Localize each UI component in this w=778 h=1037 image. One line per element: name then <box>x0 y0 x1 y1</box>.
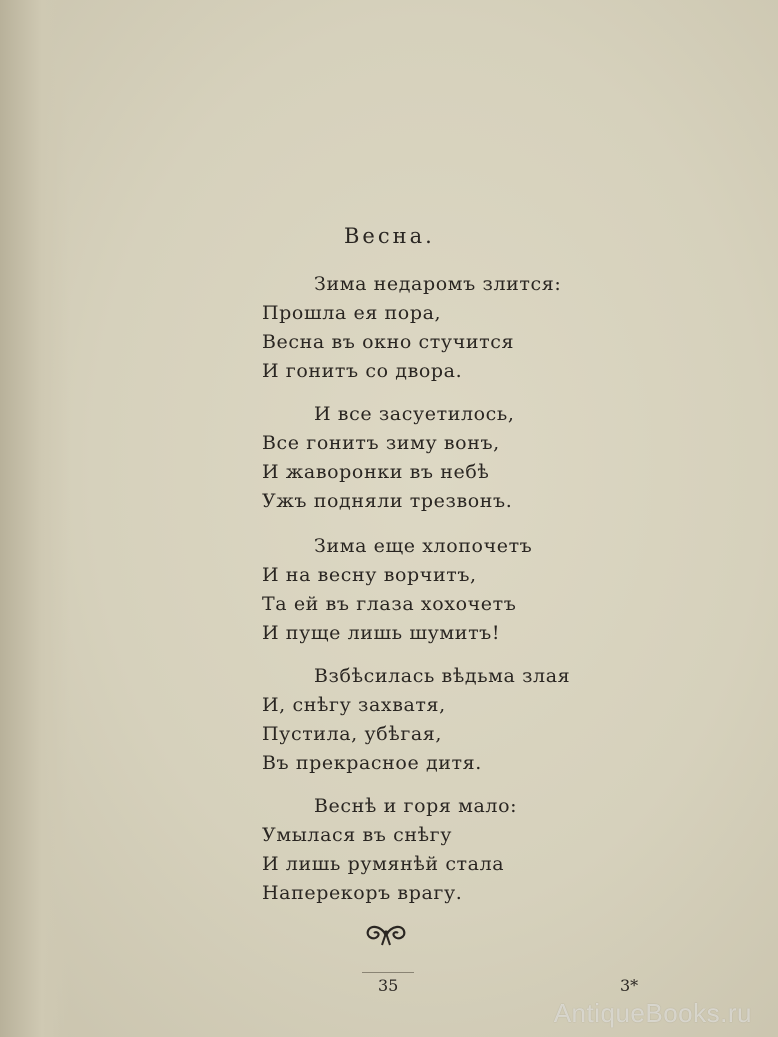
poem-line: Та ей въ глаза хохочетъ <box>262 593 517 615</box>
stanza-4 <box>262 662 570 778</box>
stanza-3 <box>262 532 532 648</box>
poem-line: И гонитъ со двора. <box>262 360 463 382</box>
poem-line: Взбѣсилась вѣдьма злая <box>314 665 571 687</box>
page-number: 35 <box>378 976 399 995</box>
poem-line: Наперекоръ врагу. <box>262 882 463 904</box>
poem-line: Все гонитъ зиму вонъ, <box>262 432 500 454</box>
poem-line: И лишь румянѣй стала <box>262 853 505 875</box>
stanza-2 <box>262 400 515 516</box>
stanza-5 <box>262 792 517 908</box>
poem-line: Зима еще хлопочетъ <box>314 535 533 557</box>
poem-line: И на весну ворчитъ, <box>262 564 477 586</box>
poem-line: И жаворонки въ небѣ <box>262 461 490 483</box>
poem-line: Весна въ окно стучится <box>262 331 515 353</box>
floral-ornament-icon <box>364 921 408 947</box>
poem-title: Весна. <box>344 224 435 248</box>
signature-mark: 3* <box>620 976 639 995</box>
footer-rule <box>362 972 414 973</box>
poem-line: Веснѣ и горя мало: <box>314 795 518 817</box>
poem-line: Пустила, убѣгая, <box>262 723 443 745</box>
poem-line: И все засуетилось, <box>314 403 515 425</box>
poem-line: Зима недаромъ злится: <box>314 273 562 295</box>
poem-line: Умылася въ снѣгу <box>262 824 453 846</box>
stanza-1 <box>262 270 561 386</box>
poem-line: Прошла ея пора, <box>262 302 442 324</box>
watermark: AntiqueBooks.ru <box>553 998 752 1028</box>
poem-line: Въ прекрасное дитя. <box>262 752 482 774</box>
poem-line: И, снѣгу захватя, <box>262 694 446 716</box>
poem-line: И пуще лишь шумитъ! <box>262 622 501 644</box>
page-gutter-shadow <box>0 0 70 1037</box>
poem-line: Ужъ подняли трезвонъ. <box>262 490 513 512</box>
